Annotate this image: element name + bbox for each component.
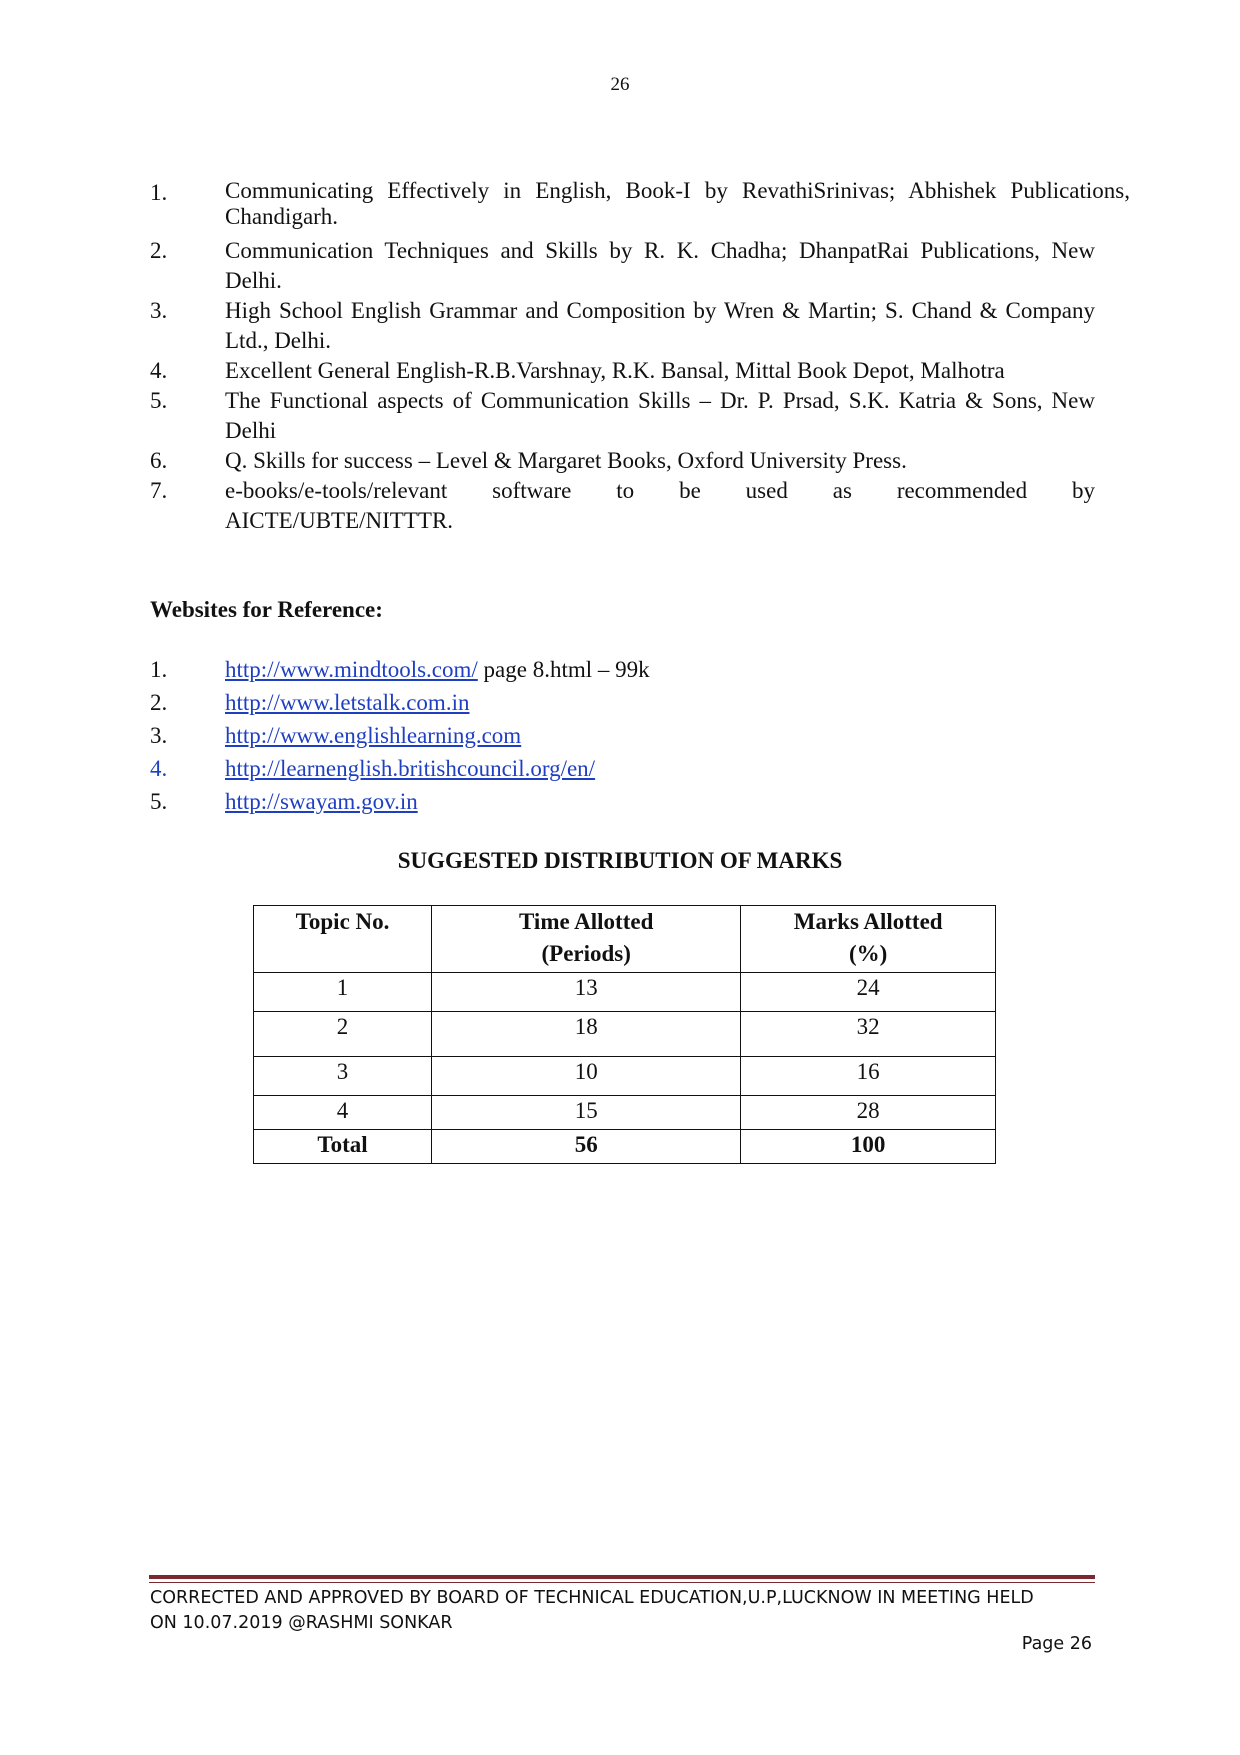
column-header-subtext: (%) [849, 941, 888, 966]
column-header-subtext: (Periods) [541, 941, 631, 966]
list-item-text [225, 476, 1095, 536]
list-item-number: 4. [150, 756, 168, 781]
list-item-number: 5. [150, 789, 168, 814]
list-item [150, 446, 1130, 476]
list-item-text: Excellent General English-R.B.Varshnay, R.K. Bansal, Mittal Book Depot, Malhotra [225, 358, 1005, 383]
marks-distribution-table [253, 905, 996, 1164]
column-header-marks [741, 906, 996, 973]
table-cell-total-time: 56 [432, 1130, 741, 1164]
website-link[interactable]: http://www.letstalk.com.in [225, 690, 470, 715]
list-item-text [225, 686, 469, 719]
list-item-number: 3. [150, 298, 168, 323]
reference-list [150, 178, 1130, 536]
footer-divider [149, 1575, 1095, 1579]
list-item-text: Communicating Effectively in English, Book-I by RevathiSrinivas; Abhishek Publications, Chandigarh. [225, 178, 1130, 229]
list-item [150, 686, 650, 719]
table-cell-marks: 24 [741, 973, 996, 1012]
list-item-text [225, 653, 650, 686]
column-header-text: Time Allotted [519, 909, 654, 934]
list-item-number: 4. [150, 358, 168, 383]
table-cell-time: 13 [432, 973, 741, 1012]
list-item [150, 356, 1130, 386]
list-item-text [225, 785, 418, 818]
list-item-number: 1. [150, 180, 168, 205]
footer-line: CORRECTED AND APPROVED BY BOARD OF TECHNICAL EDUCATION,U.P,LUCKNOW IN MEETING HELD [150, 1588, 1034, 1608]
footer-page-number: Page 26 [1021, 1634, 1092, 1654]
table-row [254, 1096, 996, 1130]
website-link[interactable]: http://www.englishlearning.com [225, 723, 522, 748]
list-item [150, 476, 1130, 536]
websites-heading: Websites for Reference: [150, 597, 383, 622]
column-header-time [432, 906, 741, 973]
table-cell-marks: 28 [741, 1096, 996, 1130]
table-cell-total-marks: 100 [741, 1130, 996, 1164]
table-cell-marks: 32 [741, 1012, 996, 1057]
table-header-row [254, 906, 996, 973]
footer-note [150, 1586, 1100, 1636]
table-cell-total-label: Total [254, 1130, 432, 1164]
list-item-number: 3. [150, 723, 168, 748]
list-item [150, 296, 1130, 356]
footer-divider-thin [149, 1582, 1095, 1583]
list-item [150, 236, 1130, 296]
footer-line: ON 10.07.2019 @RASHMI SONKAR [150, 1613, 453, 1633]
table-cell-time: 18 [432, 1012, 741, 1057]
website-link[interactable]: http://swayam.gov.in [225, 789, 418, 814]
table-cell-topic: 4 [254, 1096, 432, 1130]
table-row [254, 973, 996, 1012]
list-item-text-line: AICTE/UBTE/NITTTR. [225, 508, 454, 533]
table-total-row [254, 1130, 996, 1164]
column-header-text: Topic No. [295, 909, 390, 934]
list-item-number: 6. [150, 448, 168, 473]
list-item-number: 1. [150, 657, 168, 682]
table-cell-time: 15 [432, 1096, 741, 1130]
list-item [150, 785, 650, 818]
column-header-topic [254, 906, 432, 973]
column-header-text: Marks Allotted [793, 909, 943, 934]
website-link[interactable]: http://www.mindtools.com/ [225, 657, 478, 682]
list-item-text-line: e-books/e-tools/relevant software to be used as recommended by [225, 478, 1095, 503]
list-item-text: Communication Techniques and Skills by R. K. Chadha; DhanpatRai Publications, New Delhi. [225, 238, 1095, 293]
list-item-text: High School English Grammar and Composition by Wren & Martin; S. Chand & Company Ltd., Delhi. [225, 298, 1095, 353]
list-item [150, 719, 650, 752]
websites-list [150, 653, 650, 818]
list-item-number: 5. [150, 388, 168, 413]
page-number-top: 26 [610, 74, 630, 95]
list-item [150, 752, 650, 785]
list-item-number: 7. [150, 478, 168, 503]
website-link[interactable]: http://learnenglish.britishcouncil.org/en/ [225, 756, 596, 781]
marks-distribution-title: SUGGESTED DISTRIBUTION OF MARKS [397, 848, 843, 873]
table-cell-topic: 2 [254, 1012, 432, 1057]
list-item [150, 178, 1130, 230]
table-cell-topic: 1 [254, 973, 432, 1012]
list-item-text [225, 719, 521, 752]
list-item [150, 386, 1130, 446]
list-item-number: 2. [150, 690, 168, 715]
table-cell-time: 10 [432, 1057, 741, 1096]
link-suffix: page 8.html – 99k [477, 657, 650, 682]
list-item-text: Q. Skills for success – Level & Margaret Books, Oxford University Press. [225, 448, 907, 473]
list-item-text [225, 752, 595, 785]
list-item-text: The Functional aspects of Communication Skills – Dr. P. Prsad, S.K. Katria & Sons, New Delhi [225, 388, 1095, 443]
list-item [150, 653, 650, 686]
table-row [254, 1012, 996, 1057]
table-cell-topic: 3 [254, 1057, 432, 1096]
list-item-number: 2. [150, 238, 168, 263]
table-cell-marks: 16 [741, 1057, 996, 1096]
table-row [254, 1057, 996, 1096]
